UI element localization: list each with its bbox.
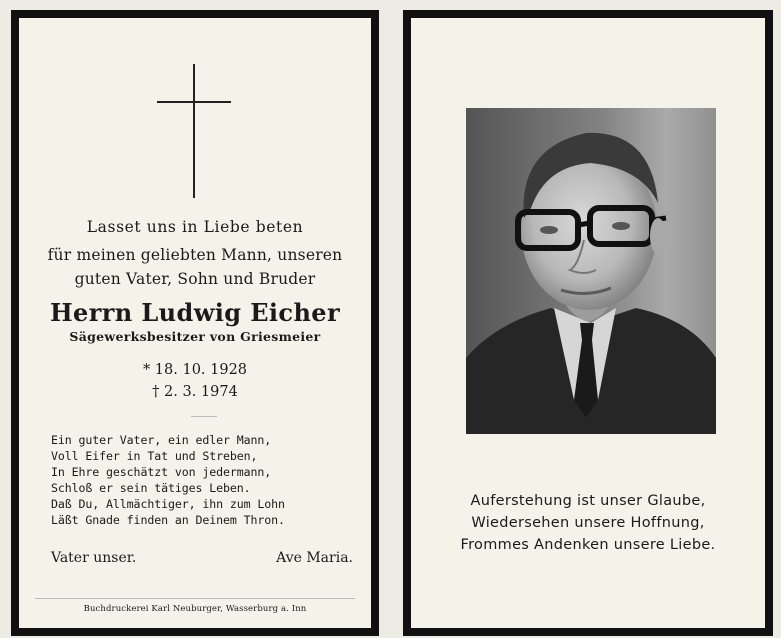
dedication-line-2: guten Vater, Sohn und Bruder <box>74 270 316 288</box>
prayer-intro: Lasset uns in Liebe beten <box>86 218 304 236</box>
death-date: † 2. 3. 1974 <box>152 384 238 400</box>
bottom-rule <box>35 598 355 599</box>
prayer-ave-maria: Ave Maria. <box>276 550 353 566</box>
poem-line: Voll Eifer in Tat und Streben, <box>51 449 258 463</box>
portrait-photo <box>466 108 716 434</box>
printer-credit: Buchdruckerei Karl Neuburger, Wasserburg a. Inn <box>83 604 307 614</box>
poem-line: Ein guter Vater, ein edler Mann, <box>51 433 272 447</box>
poem-line: Daß Du, Allmächtiger, ihn zum Lohn <box>51 497 285 511</box>
birth-date: * 18. 10. 1928 <box>142 362 248 378</box>
divider <box>191 416 217 417</box>
memorial-card-left <box>11 10 379 636</box>
poem-line: Läßt Gnade finden an Deinem Thron. <box>51 513 285 527</box>
memorial-poem <box>51 432 285 528</box>
poem-line: Schloß er sein tätiges Leben. <box>51 481 251 495</box>
quote-line: Frommes Andenken unsere Liebe. <box>460 537 716 553</box>
poem-line: In Ehre geschätzt von jedermann, <box>51 465 272 479</box>
dedication-line-1: für meinen geliebten Mann, unseren <box>47 246 343 264</box>
quote-line: Auferstehung ist unser Glaube, <box>470 493 706 509</box>
deceased-name: Herrn Ludwig Eicher <box>49 298 341 327</box>
occupation: Sägewerksbesitzer von Griesmeier <box>69 329 321 344</box>
cross-icon <box>19 64 371 198</box>
memorial-quote <box>411 490 765 556</box>
memorial-card-right <box>403 10 773 636</box>
prayer-vater-unser: Vater unser. <box>51 550 137 566</box>
quote-line: Wiedersehen unsere Hoffnung, <box>471 515 705 531</box>
